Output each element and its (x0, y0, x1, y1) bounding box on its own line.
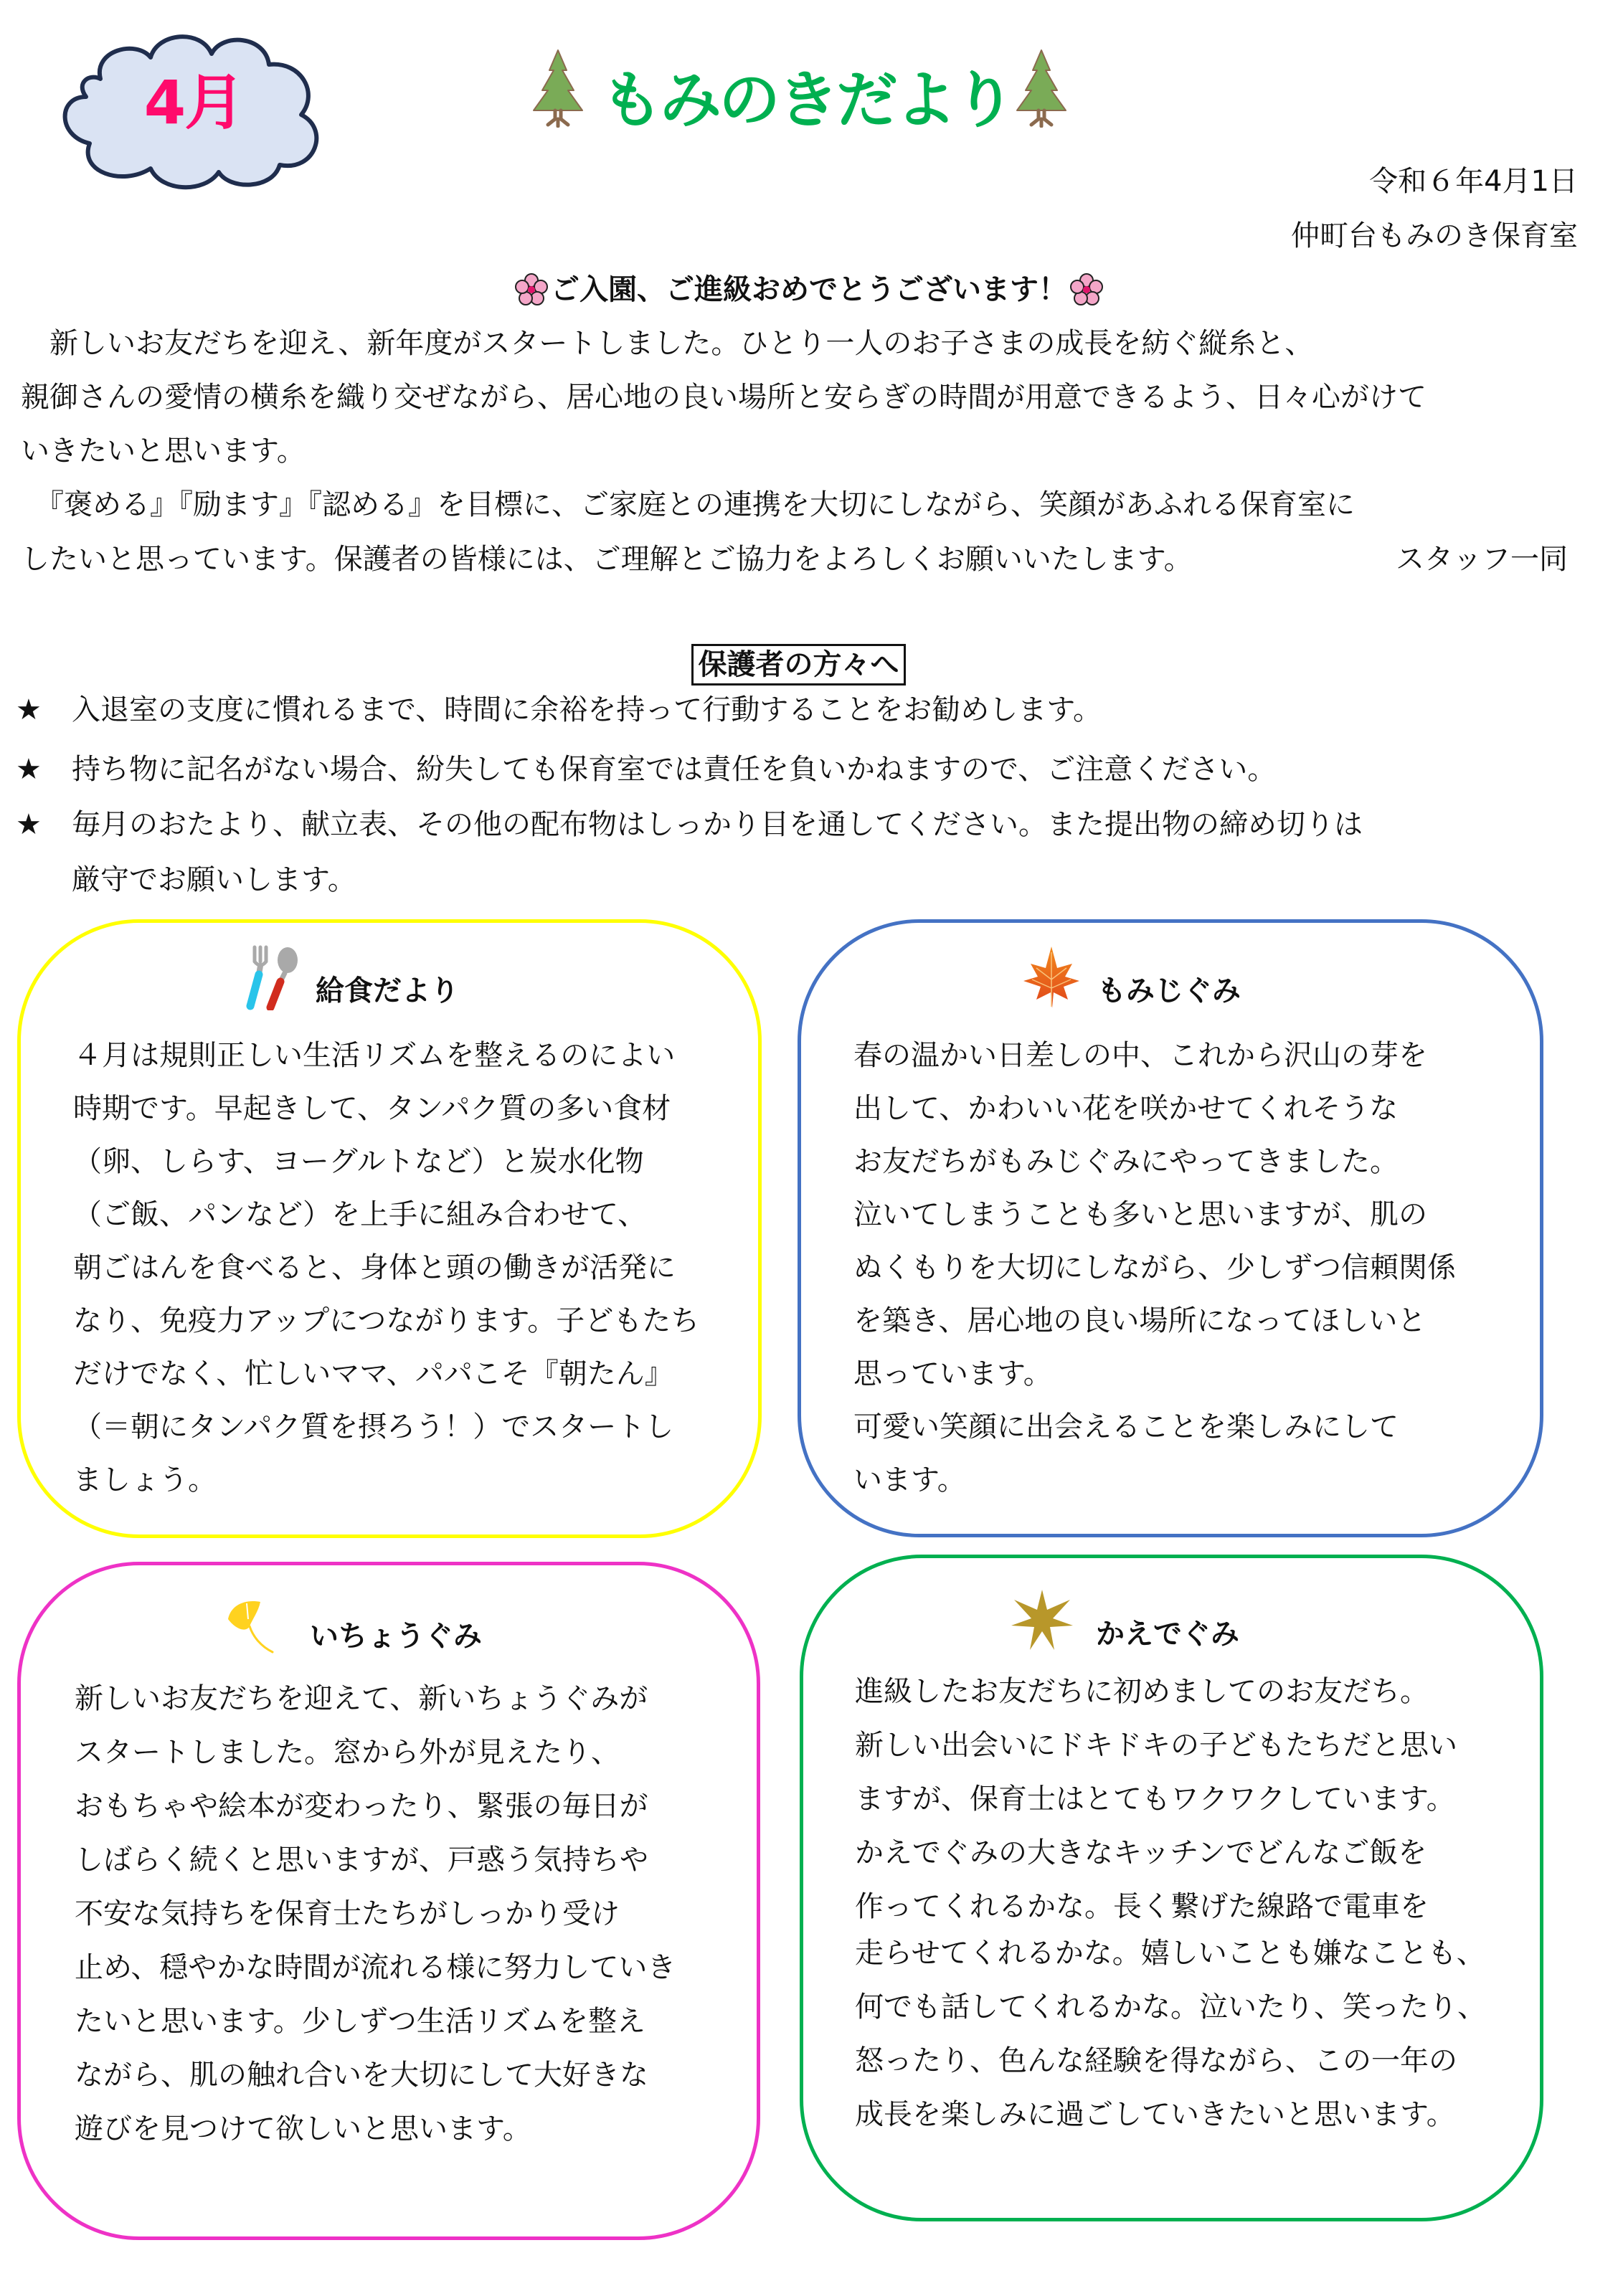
ginkgo-leaf-icon (221, 1598, 278, 1655)
star-bullet-icon: ★ (16, 753, 42, 786)
greeting-line: 『褒める』『励ます』『認める』を目標に、ご家庭との連携を大切にしながら、笑顔があふれる保育室に (21, 488, 1355, 521)
section-line: 新しい出会いにドキドキの子どもたちだと思い (855, 1729, 1457, 1762)
section-line: 泣いてしまうことも多いと思いますが、肌の (853, 1198, 1427, 1231)
section-heading-momiji: もみじぐみ (1097, 974, 1241, 1007)
section-line: 成長を楽しみに過ごしていきたいと思います。 (855, 2098, 1455, 2131)
section-line: 怒ったり、色んな経験を得ながら、この一年の (855, 2044, 1457, 2077)
section-line: 新しいお友だちを迎えて、新いちょうぐみが (75, 1682, 648, 1715)
section-line: ますが、保育士はとてもワクワクしています。 (855, 1783, 1455, 1816)
section-line: 遊びを見つけて欲しいと思います。 (75, 2112, 531, 2145)
section-line: を築き、居心地の良い場所になってほしいと (853, 1304, 1427, 1337)
section-line: スタートしました。窓から外が見えたり、 (75, 1736, 620, 1769)
section-line: かえでぐみの大きなキッチンでどんなご飯を (855, 1836, 1427, 1869)
section-line: 何でも話してくれるかな。泣いたり、笑ったり、 (855, 1991, 1486, 2024)
greeting-line: 親御さんの愛情の横糸を織り交ぜながら、居心地の良い場所と安らぎの時間が用意できるよう、日々心がけて (21, 381, 1427, 414)
section-line: 進級したお友だちに初めましてのお友だち。 (855, 1675, 1429, 1708)
notice-item-continuation: 厳守でお願いします。 (72, 863, 356, 896)
section-line: 出して、かわいい花を咲かせてくれそうな (853, 1092, 1399, 1125)
notice-item: 毎月のおたより、献立表、その他の配布物はしっかり目を通してください。また提出物の締め切りは (72, 808, 1363, 841)
section-line: たいと思います。少しずつ生活リズムを整え (75, 2005, 645, 2038)
greeting-signature: スタッフ一同 (1396, 543, 1568, 576)
section-line: 朝ごはんを食べると、身体と頭の働きが活発に (73, 1251, 676, 1284)
section-line: 思っています。 (853, 1357, 1052, 1390)
cherry-blossom-icon (1070, 273, 1103, 306)
greeting-line: 新しいお友だちを迎え、新年度がスタートしました。ひとり一人のお子さまの成長を紡ぐ縦糸と、 (21, 327, 1314, 360)
section-heading-kyushoku: 給食だより (316, 974, 459, 1007)
newsletter-title: もみのきだより (601, 65, 1013, 136)
section-line: ４月は規則正しい生活リズムを整えるのによい (73, 1039, 676, 1072)
section-line: だけでなく、忙しいママ、パパこそ『朝たん』 (73, 1357, 673, 1390)
fir-tree-icon (529, 49, 587, 128)
greeting-line: いきたいと思います。 (21, 435, 306, 468)
fork-spoon-icon (239, 943, 303, 1010)
section-line: ましょう。 (73, 1464, 217, 1496)
cherry-blossom-icon (515, 273, 548, 306)
section-heading-kaede: かえでぐみ (1096, 1618, 1239, 1651)
greeting-heading-text: ご入園、ご進級おめでとうございます！ (551, 273, 1067, 306)
section-line: （ご飯、パンなど）を上手に組み合わせて、 (73, 1198, 647, 1231)
section-line: お友だちがもみじぐみにやってきました。 (853, 1145, 1399, 1178)
section-line: 時期です。早起きして、タンパク質の多い食材 (73, 1092, 671, 1125)
organization-name: 仲町台もみのき保育室 (1291, 219, 1578, 252)
greeting-heading (0, 271, 1618, 316)
section-line: 作ってくれるかな。長く繋げた線路で電車を (855, 1890, 1429, 1923)
month-badge: 4月 (143, 67, 244, 138)
section-line: ながら、肌の触れ合いを大切にして大好きな (75, 2059, 648, 2092)
section-line: 止め、穏やかな時間が流れる様に努力していき (75, 1951, 676, 1984)
section-line: 不安な気持ちを保育士たちがしっかり受け (75, 1897, 620, 1930)
section-line: （＝朝にタンパク質を摂ろう！）でスタートし (73, 1410, 674, 1443)
notice-item: 持ち物に記名がない場合、紛失しても保育室では責任を負いかねますので、ご注意ください。 (72, 753, 1277, 786)
star-bullet-icon: ★ (16, 693, 42, 726)
notice-item: 入退室の支度に慣れるまで、時間に余裕を持って行動することをお勧めします。 (72, 693, 1102, 726)
star-bullet-icon: ★ (16, 808, 42, 841)
section-line: います。 (853, 1464, 966, 1496)
section-line: 春の温かい日差しの中、これから沢山の芽を (853, 1039, 1427, 1072)
section-line: （卵、しらす、ヨーグルトなど）と炭水化物 (73, 1145, 644, 1178)
section-line: おもちゃや絵本が変わったり、緊張の毎日が (75, 1790, 648, 1823)
section-line: なり、免疫力アップにつながります。子どもたち (73, 1304, 700, 1337)
issue-date: 令和６年4月1日 (1369, 165, 1578, 198)
section-line: 走らせてくれるかな。嬉しいことも嫌なことも、 (855, 1937, 1485, 1970)
maple-leaf-icon (1022, 945, 1081, 1010)
fir-tree-icon (1013, 49, 1070, 128)
section-line: 可愛い笑顔に出会えることを楽しみにして (853, 1410, 1399, 1443)
section-line: しばらく続くと思いますが、戸惑う気持ちや (75, 1844, 648, 1877)
notice-heading: 保護者の方々へ (691, 644, 906, 686)
kaede-leaf-icon (1010, 1588, 1074, 1653)
section-heading-icho: いちょうぐみ (310, 1620, 482, 1653)
section-line: ぬくもりを大切にしながら、少しずつ信頼関係 (853, 1251, 1456, 1284)
greeting-line: したいと思っています。保護者の皆様には、ご理解とご協力をよろしくお願いいたします。 (21, 543, 1193, 576)
